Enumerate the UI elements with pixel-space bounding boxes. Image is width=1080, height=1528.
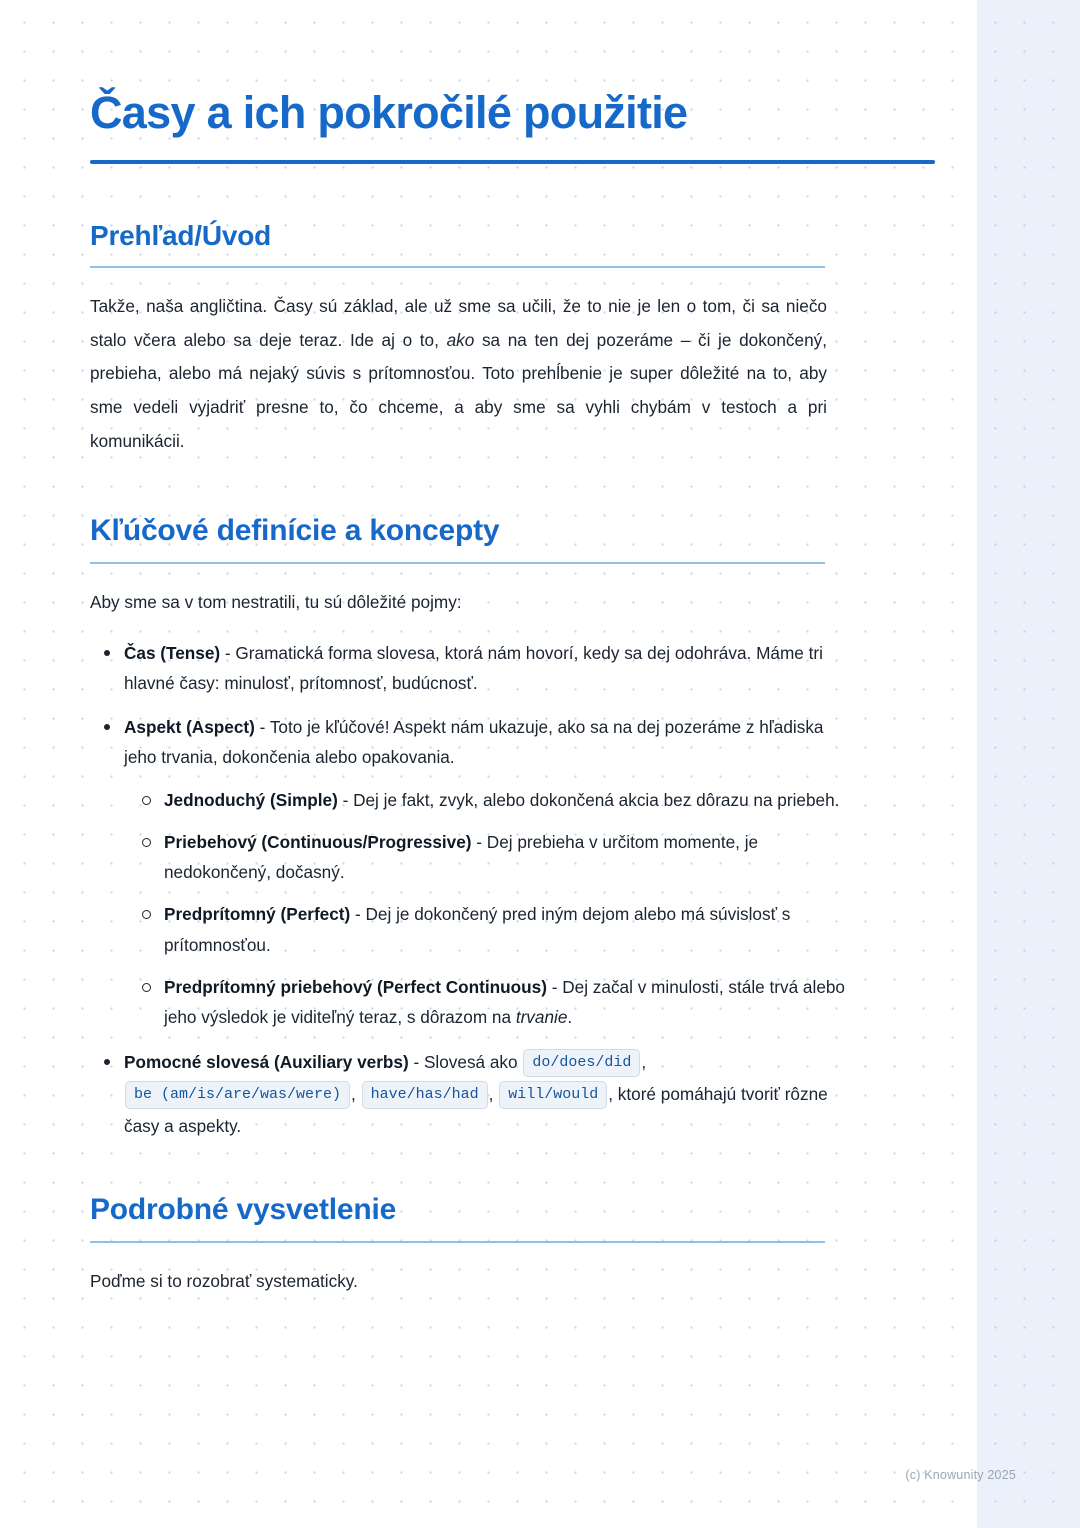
overview-paragraph-part2: sa na ten dej pozeráme – či je dokončený, prebieha, alebo má nejaký súvis s prítomnosťou. Toto prehĺbenie je super dôležité na to, aby sme vedeli vyjadriť presne to, čo chceme, a aby sme sa vyhli chybám v testoch a pri komunikácii. xyxy=(90,329,828,451)
term-label: Jednoduchý (Simple) xyxy=(164,789,338,810)
code-chip-will: will/would xyxy=(499,1081,607,1109)
list-item xyxy=(164,827,854,888)
list-item xyxy=(164,972,854,1033)
section-heading-definitions: Kľúčové definície a koncepty xyxy=(90,514,500,548)
title-divider xyxy=(90,160,935,164)
definitions-intro: Aby sme sa v tom nestratili, tu sú dôležité pojmy: xyxy=(90,592,462,613)
aspect-sublist xyxy=(124,785,844,1033)
term-description: - Dej je fakt, zvyk, alebo dokončená akcia bez dôrazu na priebeh. xyxy=(337,789,840,810)
term-label: Čas (Tense) xyxy=(124,642,221,663)
term-description: - Dej prebieha v určitom momente, je nedokončený, dočasný. xyxy=(164,831,759,883)
term-description: - Toto je kľúčové! Aspekt nám ukazuje, ako sa na dej pozeráme z hľadiska jeho trvania, dokončenia alebo opakovania. xyxy=(124,717,824,768)
list-item xyxy=(164,899,854,960)
list-item xyxy=(124,638,844,699)
chip-separator: , xyxy=(641,1051,647,1072)
term-label: Predprítomný (Perfect) xyxy=(164,904,351,925)
code-chip-do: do/does/did xyxy=(523,1049,640,1077)
overview-paragraph-part1: Takže, naša angličtina. Časy sú základ, ale už sme sa učili, že to nie je len o tom, či sa niečo stalo včera alebo sa deje teraz. Ide aj o to, xyxy=(90,296,827,350)
chip-separator: , xyxy=(488,1083,499,1104)
term-description: - Gramatická forma slovesa, ktorá nám hovorí, kedy sa dej odohráva. Máme tri hlavné časy: minulosť, prítomnosť, budúcnosť. xyxy=(124,642,823,693)
term-description-italic: trvanie xyxy=(515,1007,568,1028)
list-item xyxy=(124,712,844,1032)
copyright-footer: (c) Knowunity 2025 xyxy=(905,1468,1016,1482)
overview-italic-word: ako xyxy=(446,329,475,350)
list-item xyxy=(164,785,854,815)
code-chip-have: have/has/had xyxy=(362,1081,488,1109)
section-divider-detail xyxy=(90,1241,825,1243)
term-label: Pomocné slovesá (Auxiliary verbs) xyxy=(124,1051,409,1072)
definitions-list xyxy=(90,638,845,1142)
detail-paragraph: Poďme si to rozobrať systematicky. xyxy=(90,1271,358,1292)
code-chip-be: be (am/is/are/was/were) xyxy=(125,1081,350,1109)
term-description-part1: - Dej začal v minulosti, stále trvá alebo jeho výsledok je viditeľný teraz, s dôrazom na xyxy=(164,976,845,1028)
term-description-part2: . xyxy=(567,1007,573,1028)
term-label: Aspekt (Aspect) xyxy=(124,717,255,738)
right-margin-strip xyxy=(975,0,1080,1528)
section-heading-overview: Prehľad/Úvod xyxy=(90,220,272,252)
list-item xyxy=(124,1047,844,1142)
section-heading-detail: Podrobné vysvetlenie xyxy=(90,1193,397,1227)
chip-separator: , xyxy=(351,1083,361,1104)
section-divider-definitions xyxy=(90,562,825,564)
term-label: Predprítomný priebehový (Perfect Continuous) xyxy=(164,976,547,997)
term-description-lead: - Slovesá ako xyxy=(408,1051,523,1072)
page-title: Časy a ich pokročilé použitie xyxy=(90,87,688,138)
term-description-tail: , ktoré pomáhajú tvoriť rôzne časy a aspekty. xyxy=(124,1083,828,1136)
section-divider-overview xyxy=(90,266,825,268)
overview-paragraph xyxy=(90,290,827,458)
term-description: - Dej je dokončený pred iným dejom alebo má súvislosť s prítomnosťou. xyxy=(164,904,791,955)
term-label: Priebehový (Continuous/Progressive) xyxy=(164,831,472,852)
